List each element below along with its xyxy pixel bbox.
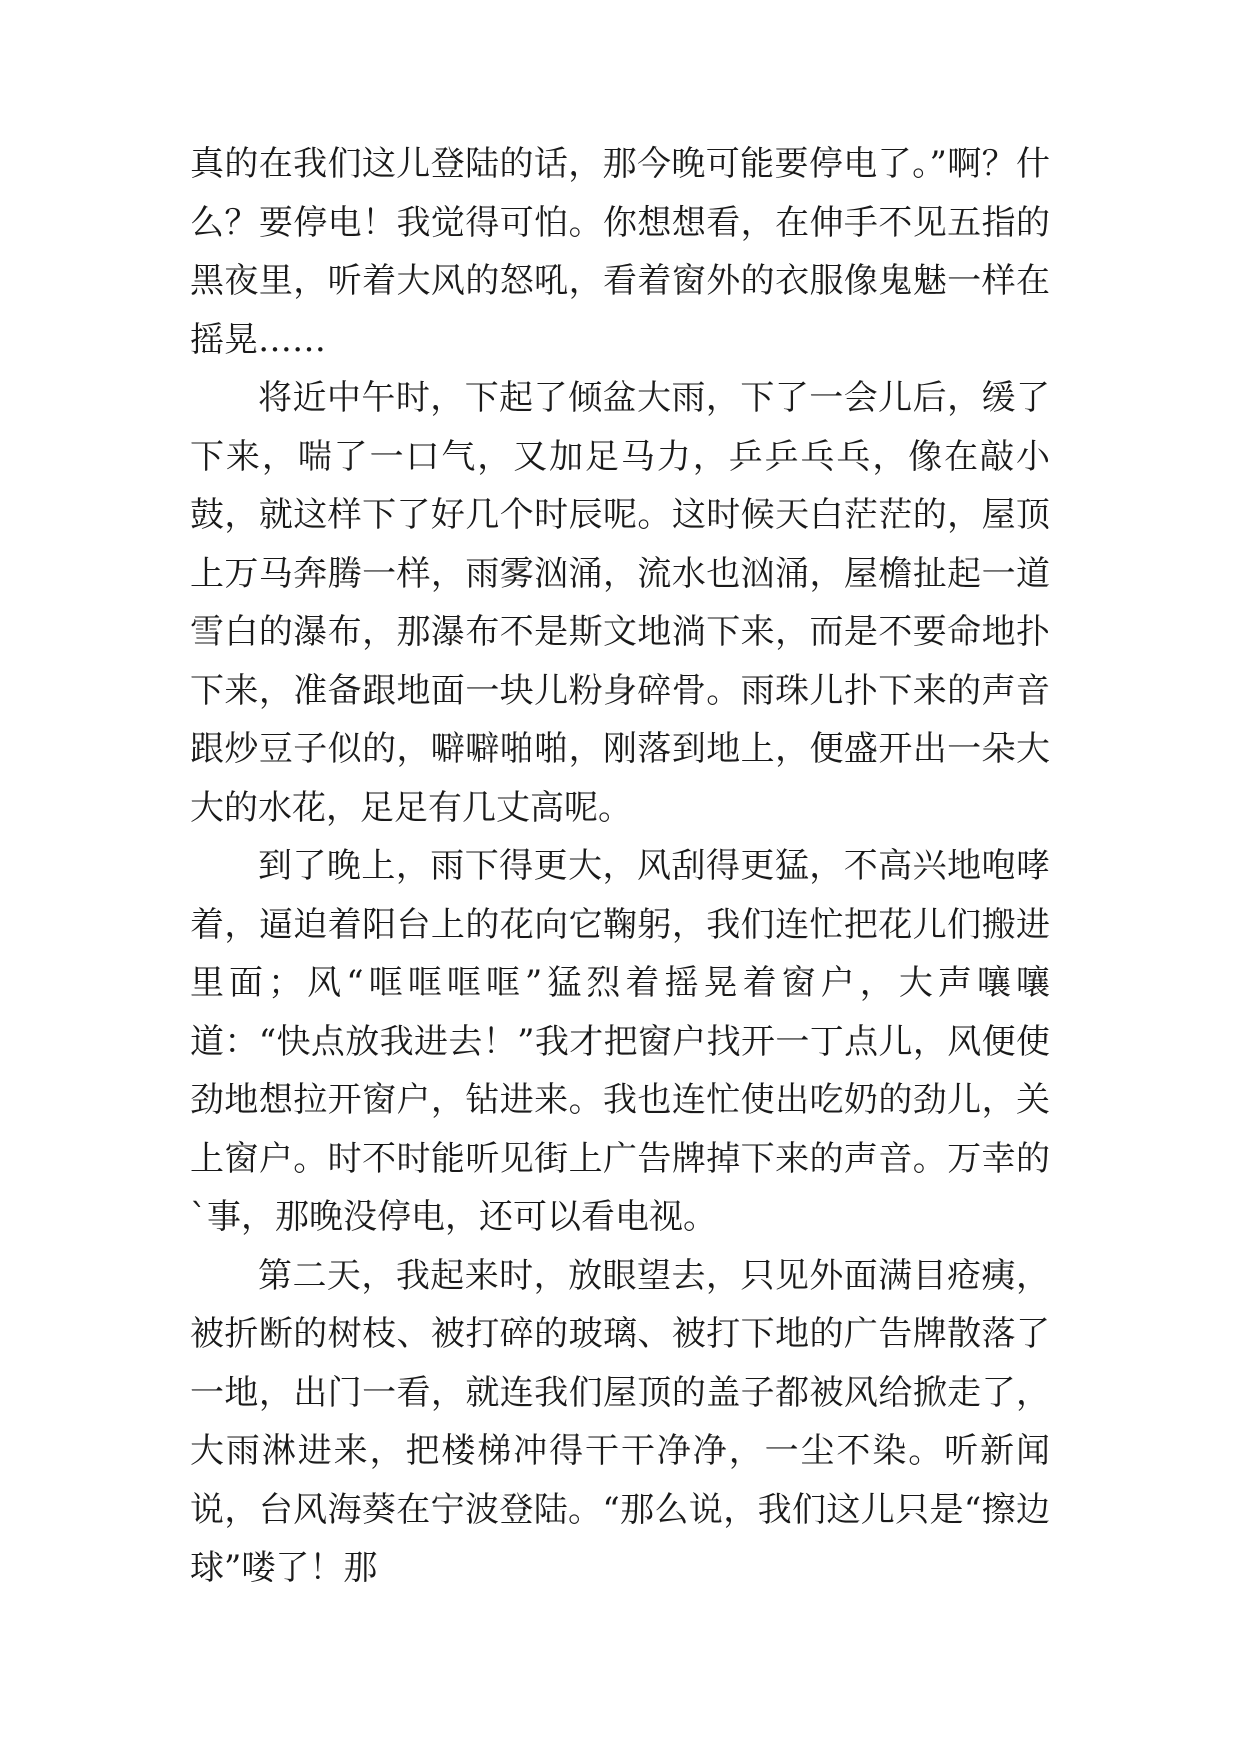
paragraph: 第二天，我起来时，放眼望去，只见外面满目疮痍，被折断的树枝、被打碎的玻璃、被打下地的广告牌散落了一地，出门一看，就连我们屋顶的盖子都被风给掀走了，大雨淋进来，把楼梯冲得干干净净，一尘不染。听新闻说，台风海葵在宁波登陆。“那么说，我们这儿只是“擦边球”喽了！那 [190,1255,1050,1588]
paragraph: 将近中午时，下起了倾盆大雨，下了一会儿后，缓了下来，喘了一口气，又加足马力，乒乒乓乓，像在敲小鼓，就这样下了好几个时辰呢。这时候天白茫茫的，屋顶上万马奔腾一样，雨雾汹涌，流水也汹涌，屋檐扯起一道雪白的瀑布，那瀑布不是斯文地淌下来，而是不要命地扑下来，准备跟地面一块儿粉身碎骨。雨珠儿扑下来的声音跟炒豆子似的，噼噼啪啪，刚落到地上，便盛开出一朵大大的水花，足足有几丈高呢。 [190,378,1050,828]
paragraph: 到了晚上，雨下得更大，风刮得更猛，不高兴地咆哮着，逼迫着阳台上的花向它鞠躬，我们连忙把花儿们搬进里面；风“哐哐哐哐”猛烈着摇晃着窗户，大声嚷嚷道：“快点放我进去！”我才把窗户找开一丁点儿，风便使劲地想拉开窗户，钻进来。我也连忙使出吃奶的劲儿，关上窗户。时不时能听见街上广告牌掉下来的声音。万幸的`事，那晚没停电，还可以看电视。 [190,846,1050,1237]
paragraph: 真的在我们这儿登陆的话，那今晚可能要停电了。”啊？什么？要停电！我觉得可怕。你想想看，在伸手不见五指的黑夜里，听着大风的怒吼，看着窗外的衣服像鬼魅一样在摇晃…… [190,144,1050,360]
body-text [190,135,1050,1598]
